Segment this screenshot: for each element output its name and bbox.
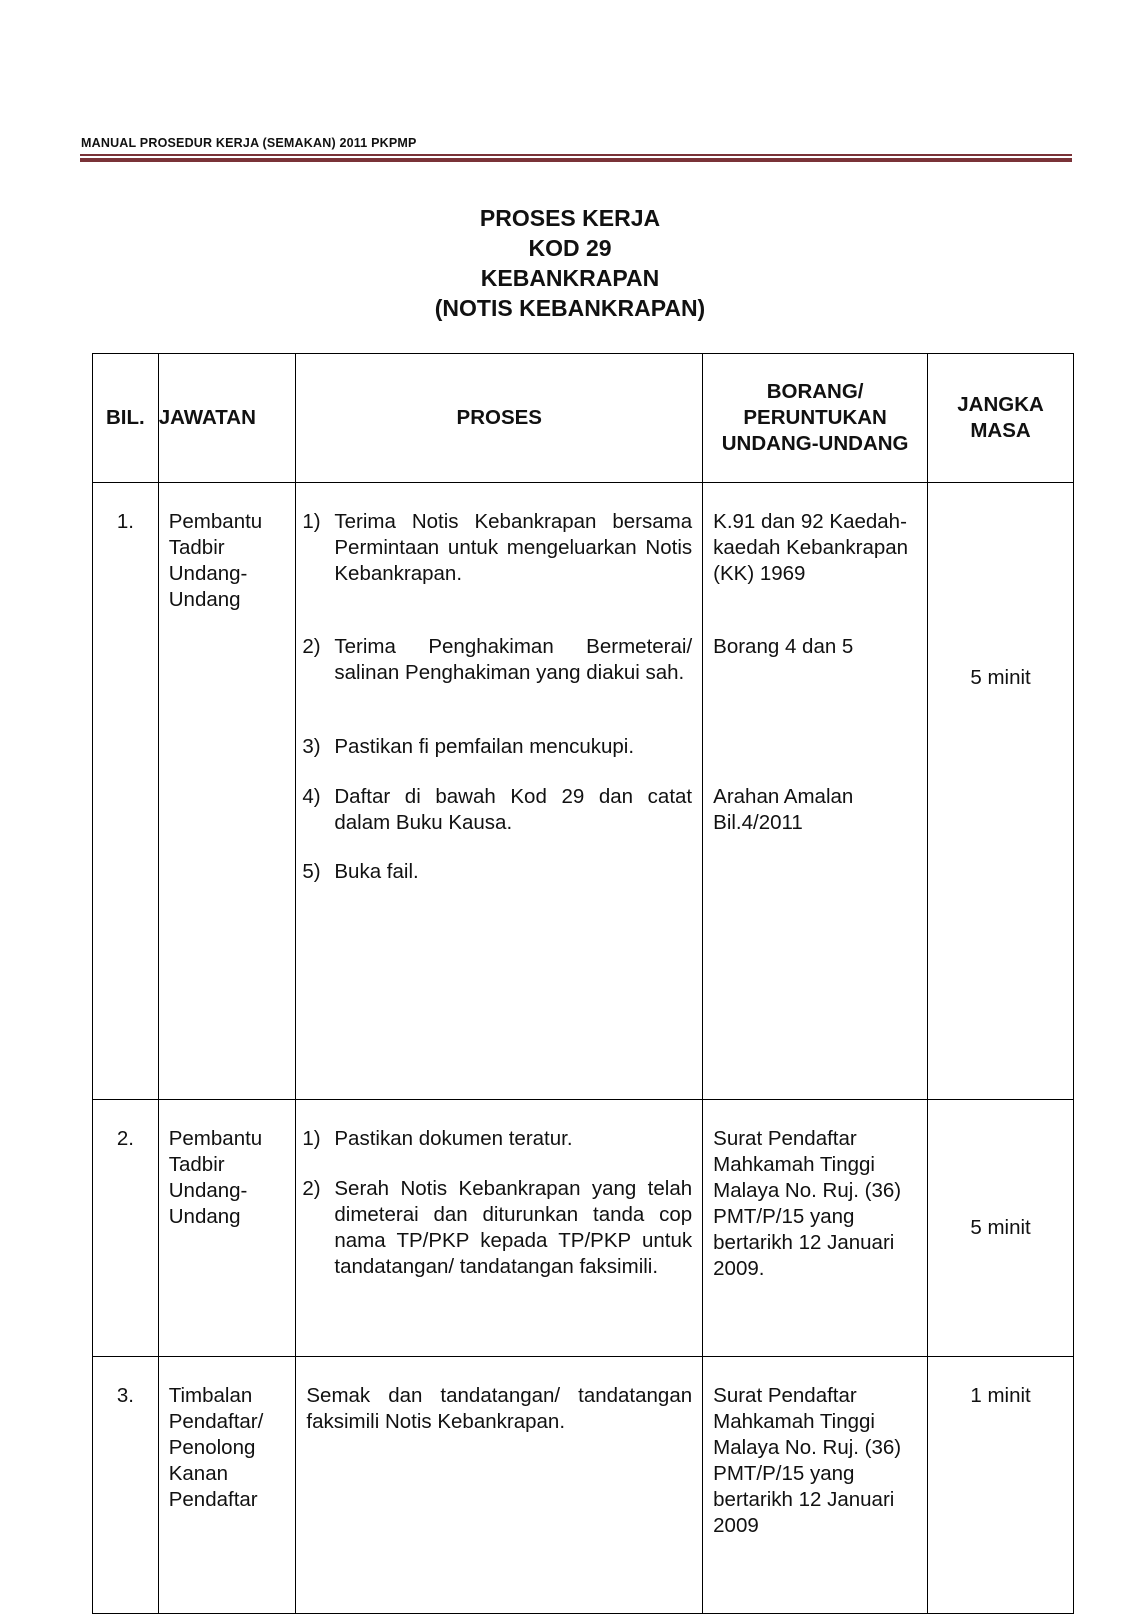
header-jangka-masa bbox=[928, 354, 1074, 483]
step-text: Terima Penghakiman Bermeterai/ salinan Penghakiman yang diakui sah. bbox=[334, 635, 693, 684]
table-row bbox=[93, 483, 1074, 1100]
header-rule-thin bbox=[80, 154, 1072, 156]
header-borang-line-2: PERUNTUKAN bbox=[743, 406, 887, 429]
title-line-3: KEBANKRAPAN bbox=[480, 265, 660, 291]
title-line-4: (NOTIS KEBANKRAPAN) bbox=[434, 295, 706, 321]
row-jawatan: Pembantu Tadbir Undang-Undang bbox=[158, 1100, 296, 1357]
step-text: Terima Notis Kebankrapan bersama Permintaan untuk mengeluarkan Notis Kebankrapan. bbox=[334, 510, 693, 585]
step-text: Daftar di bawah Kod 29 dan catat dalam Buku Kausa. bbox=[334, 785, 693, 834]
process-step bbox=[302, 784, 692, 859]
row-jawatan: Pembantu Tadbir Undang-Undang bbox=[158, 483, 296, 1100]
borang-item: K.91 dan 92 Kaedah-kaedah Kebankrapan (KK) 1969 bbox=[713, 510, 909, 585]
step-number: 2) bbox=[302, 635, 321, 658]
page-title bbox=[0, 203, 1140, 323]
process-step bbox=[302, 634, 692, 734]
header-jawatan: JAWATAN bbox=[158, 354, 296, 483]
table-row bbox=[93, 1357, 1074, 1614]
header-borang-line-1: BORANG/ bbox=[766, 380, 864, 403]
process-text: Semak dan tandatangan/ tandatangan faksimili Notis Kebankrapan. bbox=[306, 1384, 693, 1433]
header-jangka-line-1: JANGKA bbox=[957, 393, 1044, 416]
row-jangka-masa: 5 minit bbox=[928, 1100, 1074, 1357]
row-bil: 3. bbox=[93, 1357, 159, 1614]
header-rule-thick bbox=[80, 158, 1072, 162]
step-text: Buka fail. bbox=[334, 860, 419, 883]
process-step bbox=[302, 859, 692, 885]
row-jangka-masa: 1 minit bbox=[928, 1357, 1074, 1614]
step-number: 3) bbox=[302, 735, 321, 758]
process-step bbox=[302, 509, 692, 634]
document-header: MANUAL PROSEDUR KERJA (SEMAKAN) 2011 PKPMP bbox=[81, 136, 417, 150]
table-header-row bbox=[93, 354, 1074, 483]
process-step bbox=[302, 1126, 692, 1176]
process-step bbox=[302, 1176, 692, 1280]
step-number: 2) bbox=[302, 1177, 321, 1200]
row-bil: 2. bbox=[93, 1100, 159, 1357]
header-bil: BIL. bbox=[93, 354, 159, 483]
step-number: 1) bbox=[302, 510, 321, 533]
step-text: Serah Notis Kebankrapan yang telah dimeterai dan diturunkan tanda cop nama TP/PKP kepada TP/PKP untuk tandatangan/ tandatangan faksimili. bbox=[334, 1177, 693, 1278]
borang-item: Surat Pendaftar Mahkamah Tinggi Malaya No. Ruj. (36) PMT/P/15 yang bertarikh 12 Januari 2009. bbox=[713, 1127, 902, 1280]
step-number: 1) bbox=[302, 1127, 321, 1150]
row-borang bbox=[703, 1100, 928, 1357]
step-text: Pastikan fi pemfailan mencukupi. bbox=[334, 735, 635, 758]
row-borang bbox=[703, 483, 928, 1100]
step-number: 4) bbox=[302, 785, 321, 808]
borang-item: Surat Pendaftar Mahkamah Tinggi Malaya No. Ruj. (36) PMT/P/15 yang bertarikh 12 Januari 2009 bbox=[713, 1384, 902, 1537]
header-jangka-line-2: MASA bbox=[970, 419, 1031, 442]
step-text: Pastikan dokumen teratur. bbox=[334, 1127, 573, 1150]
row-proses bbox=[296, 1100, 703, 1357]
process-table bbox=[92, 353, 1074, 1614]
title-line-2: KOD 29 bbox=[528, 235, 612, 261]
row-jangka-masa: 5 minit bbox=[928, 483, 1074, 1100]
step-number: 5) bbox=[302, 860, 321, 883]
row-jawatan: Timbalan Pendaftar/ Penolong Kanan Pendaftar bbox=[158, 1357, 296, 1614]
header-borang bbox=[703, 354, 928, 483]
row-bil: 1. bbox=[93, 483, 159, 1100]
header-borang-line-3: UNDANG-UNDANG bbox=[721, 432, 909, 455]
borang-item: Arahan Amalan Bil.4/2011 bbox=[713, 785, 854, 834]
process-step bbox=[302, 734, 692, 784]
table-row bbox=[93, 1100, 1074, 1357]
title-line-1: PROSES KERJA bbox=[479, 205, 661, 231]
row-proses bbox=[296, 1357, 703, 1614]
row-proses bbox=[296, 483, 703, 1100]
borang-item: Borang 4 dan 5 bbox=[713, 635, 854, 658]
header-proses: PROSES bbox=[296, 354, 703, 483]
row-borang bbox=[703, 1357, 928, 1614]
